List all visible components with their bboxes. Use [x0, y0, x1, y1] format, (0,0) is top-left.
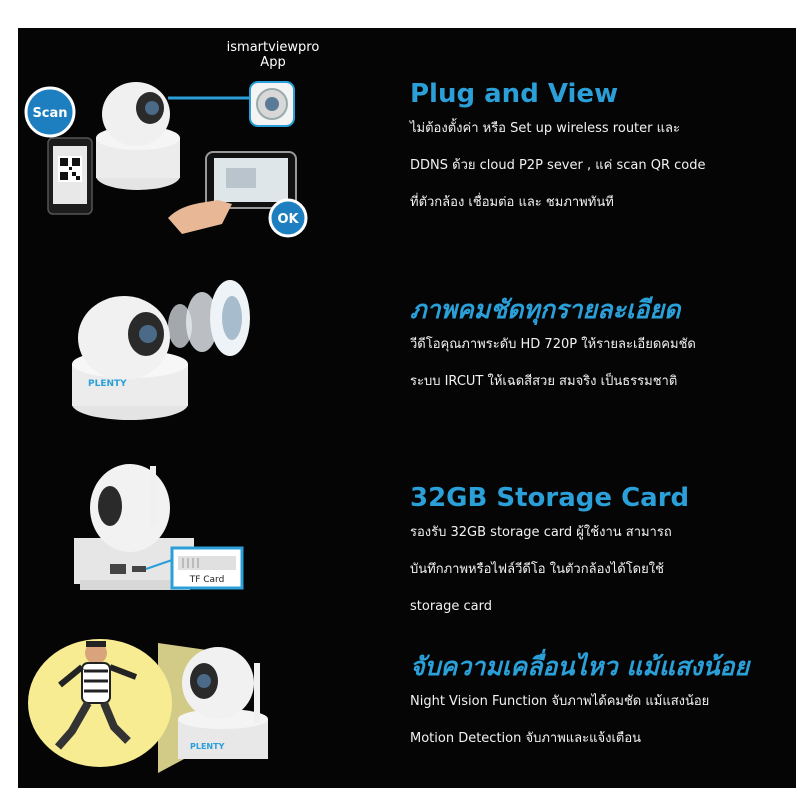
- app-name-label: [218, 40, 328, 70]
- qr-code-icon: [58, 156, 82, 182]
- feature-line: รองรับ 32GB storage card ผู้ใช้งาน สามารถ: [410, 525, 672, 540]
- brand-logo: PLENTY: [88, 379, 127, 389]
- plug-and-view-illustration: [18, 28, 398, 248]
- feature-line: บันทึกภาพหรือไฟล์วีดีโอ ในตัวกล้องได้โดยใช้: [410, 562, 664, 577]
- feature-hd-clarity: [18, 268, 796, 438]
- app-suffix: App: [260, 55, 286, 70]
- lens-zoom-icon: [168, 280, 250, 356]
- feature-line: Night Vision Function จับภาพได้คมชัด แม้แสงน้อย: [410, 694, 710, 709]
- feature-title: จับความเคลื่อนไหว แม้แสงน้อย: [410, 652, 750, 681]
- feature-storage-card: [18, 448, 796, 623]
- feature-title: 32GB Storage Card: [410, 483, 690, 513]
- scan-badge-text: Scan: [32, 106, 68, 121]
- app-logo-icon: [250, 82, 294, 126]
- feature-line: ระบบ IRCUT ให้เฉดสีสวย สมจริง เป็นธรรมชาติ: [410, 374, 678, 389]
- ok-badge-text: OK: [277, 212, 299, 227]
- motion-night-illustration: [18, 623, 398, 788]
- app-name: ismartviewpro: [226, 40, 320, 55]
- feature-line: Motion Detection จับภาพและแจ้งเตือน: [410, 731, 642, 746]
- feature-title: ภาพคมชัดทุกรายละเอียด: [410, 295, 681, 324]
- hd-clarity-illustration: [18, 268, 398, 438]
- feature-line: วีดีโอคุณภาพระดับ HD 720P ให้รายละเอียดคมชัด: [410, 337, 696, 352]
- feature-line: DDNS ด้วย cloud P2P sever , แค่ scan QR code: [410, 158, 706, 173]
- brand-logo: PLENTY: [190, 742, 225, 751]
- feature-line: ที่ตัวกล้อง เชื่อมต่อ และ ชมภาพทันที: [410, 195, 614, 210]
- feature-line: storage card: [410, 599, 492, 614]
- storage-card-illustration: [18, 448, 398, 623]
- feature-plug-and-view: [18, 28, 796, 258]
- promo-canvas: [18, 28, 796, 788]
- tf-card-label: TF Card: [189, 575, 225, 585]
- camera-icon: [96, 82, 180, 190]
- feature-title: Plug and View: [410, 79, 619, 109]
- feature-motion-night: [18, 623, 796, 788]
- feature-line: ไม่ต้องตั้งค่า หรือ Set up wireless router และ: [410, 121, 680, 136]
